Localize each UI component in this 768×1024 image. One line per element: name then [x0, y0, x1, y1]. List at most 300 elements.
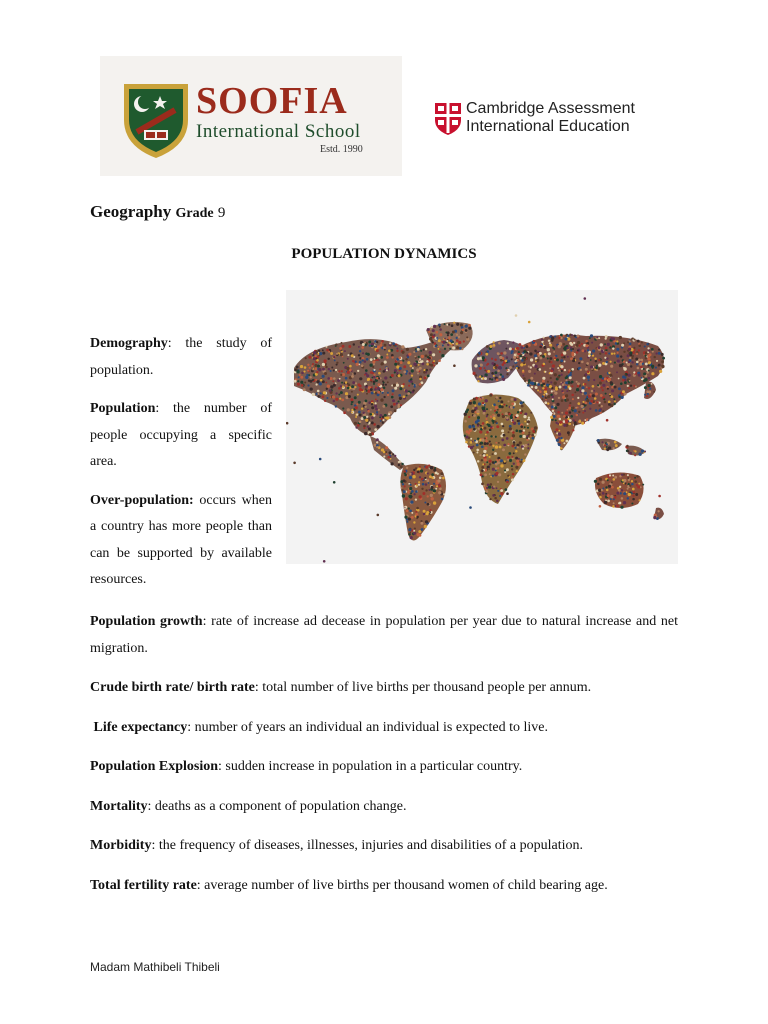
- crowd-person-dot: [377, 391, 380, 394]
- crowd-person-dot: [608, 485, 611, 488]
- crowd-person-dot: [307, 370, 309, 372]
- crowd-person-dot: [517, 463, 520, 466]
- crowd-person-dot: [492, 449, 494, 451]
- crowd-person-dot: [638, 349, 640, 351]
- crowd-person-dot: [591, 390, 594, 393]
- crowd-person-dot: [409, 487, 412, 490]
- crowd-person-dot: [384, 361, 387, 364]
- crowd-person-dot: [428, 331, 430, 333]
- crowd-person-dot: [298, 376, 300, 378]
- crowd-person-dot: [527, 447, 529, 449]
- crowd-person-dot: [433, 469, 436, 472]
- crowd-person-dot: [598, 359, 600, 361]
- crowd-person-dot: [594, 480, 597, 483]
- crowd-person-dot: [445, 332, 447, 334]
- crowd-person-dot: [501, 429, 504, 432]
- crowd-person-dot: [628, 348, 631, 351]
- crowd-person-dot: [382, 392, 384, 394]
- crowd-person-dot: [602, 377, 605, 380]
- crowd-person-dot: [627, 450, 629, 452]
- crowd-person-dot: [372, 360, 375, 363]
- crowd-person-dot: [608, 446, 611, 449]
- crowd-person-dot: [301, 384, 304, 387]
- crowd-person-dot: [563, 424, 566, 427]
- crowd-person-dot: [513, 463, 515, 465]
- crowd-person-dot: [500, 352, 503, 355]
- crowd-person-dot: [511, 350, 514, 353]
- crowd-person-dot: [515, 450, 517, 452]
- crowd-person-dot: [373, 369, 375, 371]
- crowd-person-dot: [365, 388, 367, 390]
- crowd-person-dot: [605, 335, 608, 338]
- crowd-person-dot: [484, 377, 487, 380]
- crowd-person-dot: [428, 489, 430, 491]
- crowd-person-dot: [473, 401, 476, 404]
- crowd-person-dot: [516, 429, 519, 432]
- crowd-person-dot: [625, 373, 627, 375]
- crowd-person-dot: [373, 363, 375, 365]
- crowd-person-dot: [545, 397, 547, 399]
- crowd-person-dot: [351, 403, 353, 405]
- crowd-person-dot: [438, 324, 441, 327]
- crowd-person-dot: [646, 343, 649, 346]
- crowd-person-dot: [351, 354, 354, 357]
- crowd-person-dot: [558, 397, 560, 399]
- crowd-person-dot: [569, 373, 572, 376]
- crowd-person-dot: [429, 475, 432, 478]
- crowd-person-dot: [596, 401, 598, 403]
- crowd-person-dot: [497, 352, 500, 355]
- crowd-person-dot: [426, 360, 428, 362]
- crowd-person-dot: [577, 382, 580, 385]
- crowd-person-dot: [554, 357, 556, 359]
- crowd-person-dot: [578, 344, 580, 346]
- crowd-person-dot: [528, 370, 531, 373]
- crowd-person-dot: [624, 376, 626, 378]
- crowd-person-dot: [345, 392, 348, 395]
- crowd-person-dot: [359, 377, 362, 380]
- crowd-person-dot: [547, 381, 549, 383]
- crowd-person-dot: [634, 477, 636, 479]
- grade-label: Grade: [175, 206, 214, 221]
- crowd-person-dot: [590, 365, 593, 368]
- crowd-person-dot: [577, 397, 579, 399]
- crowd-person-dot: [602, 441, 604, 443]
- crowd-person-dot: [533, 340, 535, 342]
- crowd-person-dot: [377, 425, 380, 428]
- crowd-person-dot: [439, 346, 441, 348]
- crowd-person-dot: [343, 362, 345, 364]
- stray-person-dot: [425, 483, 428, 486]
- crowd-person-dot: [569, 402, 571, 404]
- crowd-person-dot: [300, 365, 303, 368]
- crowd-person-dot: [647, 384, 650, 387]
- crowd-person-dot: [489, 429, 491, 431]
- crowd-person-dot: [564, 346, 567, 349]
- crowd-person-dot: [409, 473, 411, 475]
- crowd-person-dot: [599, 375, 602, 378]
- crowd-person-dot: [519, 409, 521, 411]
- crowd-person-dot: [558, 433, 561, 436]
- crowd-person-dot: [492, 414, 494, 416]
- crowd-person-dot: [556, 439, 559, 442]
- crowd-person-dot: [522, 375, 524, 377]
- crowd-person-dot: [646, 395, 648, 397]
- crowd-person-dot: [404, 485, 406, 487]
- crowd-person-dot: [378, 409, 380, 411]
- crowd-person-dot: [361, 417, 364, 420]
- crowd-person-dot: [327, 377, 330, 380]
- school-logo: [100, 56, 402, 176]
- crowd-person-dot: [392, 399, 395, 402]
- stray-person-dot: [515, 314, 518, 317]
- crowd-person-dot: [513, 356, 516, 359]
- crowd-person-dot: [449, 348, 451, 350]
- crowd-person-dot: [330, 377, 333, 380]
- crowd-person-dot: [494, 421, 497, 424]
- crowd-person-dot: [487, 466, 490, 469]
- crowd-person-dot: [401, 345, 404, 348]
- crowd-person-dot: [636, 363, 638, 365]
- crowd-person-dot: [596, 336, 598, 338]
- crowd-person-dot: [418, 495, 421, 498]
- crowd-person-dot: [480, 473, 483, 476]
- crowd-person-dot: [482, 463, 484, 465]
- crowd-person-dot: [358, 401, 361, 404]
- crowd-person-dot: [421, 488, 423, 490]
- crowd-person-dot: [411, 516, 414, 519]
- crowd-person-dot: [494, 497, 497, 500]
- crowd-person-dot: [570, 372, 572, 374]
- crowd-person-dot: [406, 348, 409, 351]
- crowd-person-dot: [354, 396, 357, 399]
- crowd-person-dot: [531, 386, 534, 389]
- crowd-person-dot: [529, 435, 531, 437]
- stray-person-dot: [416, 507, 419, 510]
- crowd-person-dot: [500, 489, 503, 492]
- grade-number: 9: [217, 205, 226, 221]
- crowd-person-dot: [392, 453, 394, 455]
- board-name-line1: Cambridge Assessment: [466, 100, 635, 117]
- crowd-person-dot: [335, 369, 337, 371]
- crowd-person-dot: [503, 434, 506, 437]
- crowd-person-dot: [507, 431, 509, 433]
- crowd-person-dot: [438, 360, 441, 363]
- crowd-person-dot: [651, 348, 654, 351]
- crowd-person-dot: [576, 414, 579, 417]
- crowd-person-dot: [351, 385, 354, 388]
- crowd-person-dot: [359, 350, 361, 352]
- crowd-person-dot: [466, 430, 469, 433]
- crowd-person-dot: [528, 379, 531, 382]
- crowd-person-dot: [612, 347, 614, 349]
- crowd-person-dot: [335, 405, 337, 407]
- crowd-person-dot: [648, 370, 650, 372]
- crowd-person-dot: [408, 353, 411, 356]
- crowd-person-dot: [495, 411, 498, 414]
- crowd-person-dot: [508, 452, 511, 455]
- crowd-person-dot: [442, 345, 444, 347]
- crowd-person-dot: [512, 473, 515, 476]
- crowd-person-dot: [318, 368, 321, 371]
- crowd-person-dot: [489, 378, 491, 380]
- crowd-person-dot: [606, 357, 608, 359]
- crowd-person-dot: [563, 356, 565, 358]
- crowd-person-dot: [560, 437, 562, 439]
- crowd-person-dot: [511, 369, 513, 371]
- crowd-person-dot: [613, 478, 616, 481]
- crowd-person-dot: [307, 364, 309, 366]
- crowd-person-dot: [497, 467, 499, 469]
- definition-crude-birth-rate: [90, 675, 678, 702]
- crowd-person-dot: [532, 430, 535, 433]
- crowd-person-dot: [401, 385, 403, 387]
- crowd-person-dot: [400, 361, 403, 364]
- crowd-person-dot: [495, 470, 497, 472]
- crowd-person-dot: [497, 409, 499, 411]
- crowd-person-dot: [413, 493, 415, 495]
- crowd-person-dot: [345, 377, 348, 380]
- crowd-person-dot: [316, 371, 318, 373]
- crowd-person-dot: [477, 357, 480, 360]
- crowd-person-dot: [413, 530, 415, 532]
- crowd-person-dot: [320, 379, 322, 381]
- crowd-person-dot: [401, 487, 403, 489]
- crowd-person-dot: [549, 342, 551, 344]
- crowd-person-dot: [385, 446, 388, 449]
- crowd-person-dot: [427, 375, 430, 378]
- crowd-person-dot: [599, 353, 601, 355]
- crowd-person-dot: [661, 360, 664, 363]
- crowd-person-dot: [593, 379, 595, 381]
- crowd-person-dot: [420, 520, 422, 522]
- stray-person-dot: [404, 474, 407, 477]
- crowd-person-dot: [382, 419, 384, 421]
- crowd-person-dot: [584, 392, 587, 395]
- crowd-person-dot: [484, 447, 487, 450]
- crowd-person-dot: [569, 404, 571, 406]
- crowd-person-dot: [539, 390, 542, 393]
- crowd-person-dot: [661, 353, 664, 356]
- crowd-person-dot: [619, 364, 622, 367]
- crowd-person-dot: [406, 521, 408, 523]
- crowd-person-dot: [513, 407, 515, 409]
- crowd-person-dot: [613, 496, 616, 499]
- crowd-person-dot: [413, 532, 416, 535]
- crowd-person-dot: [403, 490, 406, 493]
- crowd-person-dot: [572, 348, 574, 350]
- crowd-person-dot: [547, 358, 549, 360]
- crowd-person-dot: [566, 398, 569, 401]
- crowd-person-dot: [655, 352, 657, 354]
- crowd-person-dot: [504, 469, 506, 471]
- crowd-person-dot: [512, 419, 514, 421]
- definition-term: Life expectancy: [90, 719, 188, 735]
- crowd-person-dot: [572, 419, 574, 421]
- crowd-person-dot: [373, 374, 375, 376]
- crowd-person-dot: [473, 397, 476, 400]
- crowd-person-dot: [428, 482, 430, 484]
- crowd-person-dot: [484, 458, 487, 461]
- crowd-person-dot: [497, 481, 499, 483]
- crowd-person-dot: [378, 377, 380, 379]
- crowd-person-dot: [485, 353, 488, 356]
- crowd-person-dot: [347, 371, 350, 374]
- crowd-person-dot: [340, 353, 343, 356]
- crowd-person-dot: [548, 339, 550, 341]
- crowd-person-dot: [632, 495, 634, 497]
- crowd-person-dot: [355, 416, 357, 418]
- crowd-person-dot: [363, 412, 365, 414]
- crowd-person-dot: [392, 389, 395, 392]
- crowd-person-dot: [511, 478, 514, 481]
- crowd-person-dot: [568, 422, 571, 425]
- crowd-person-dot: [522, 448, 524, 450]
- crowd-person-dot: [310, 376, 312, 378]
- page-title: POPULATION DYNAMICS: [291, 246, 477, 262]
- crowd-person-dot: [595, 366, 598, 369]
- crowd-person-dot: [410, 500, 413, 503]
- crowd-person-dot: [534, 373, 536, 375]
- crowd-person-dot: [607, 479, 609, 481]
- crowd-person-dot: [563, 415, 566, 418]
- crowd-person-dot: [487, 484, 490, 487]
- crowd-person-dot: [439, 351, 441, 353]
- crowd-person-dot: [567, 431, 570, 434]
- crowd-person-dot: [486, 461, 488, 463]
- crowd-person-dot: [338, 370, 340, 372]
- crowd-person-dot: [638, 453, 641, 456]
- crowd-person-dot: [582, 393, 584, 395]
- definition-text: : the frequency of diseases, illnesses, injuries and disabilities of a population.: [151, 838, 584, 853]
- crowd-person-dot: [598, 346, 601, 349]
- crowd-person-dot: [519, 441, 522, 444]
- crowd-person-dot: [367, 426, 369, 428]
- crowd-person-dot: [594, 357, 596, 359]
- crowd-person-dot: [620, 506, 623, 509]
- crowd-person-dot: [608, 372, 610, 374]
- crowd-person-dot: [412, 475, 415, 478]
- crowd-person-dot: [642, 484, 644, 486]
- crowd-person-dot: [571, 368, 574, 371]
- crowd-person-dot: [328, 368, 330, 370]
- crowd-person-dot: [487, 370, 490, 373]
- crowd-person-dot: [643, 368, 645, 370]
- crowd-person-dot: [565, 376, 568, 379]
- crowd-person-dot: [379, 368, 381, 370]
- crowd-person-dot: [632, 498, 635, 501]
- crowd-person-dot: [389, 451, 392, 454]
- crowd-person-dot: [489, 345, 492, 348]
- crowd-person-dot: [468, 327, 471, 330]
- crowd-person-dot: [333, 377, 336, 380]
- school-subtitle: International School: [196, 121, 361, 142]
- crowd-person-dot: [559, 418, 562, 421]
- crowd-person-dot: [550, 361, 552, 363]
- crowd-person-dot: [563, 335, 565, 337]
- crowd-person-dot: [507, 475, 509, 477]
- crowd-person-dot: [478, 428, 480, 430]
- crowd-person-dot: [560, 334, 563, 337]
- crowd-person-dot: [631, 483, 633, 485]
- crowd-person-dot: [396, 372, 398, 374]
- crowd-person-dot: [567, 409, 569, 411]
- crowd-person-dot: [614, 400, 616, 402]
- crowd-person-dot: [419, 476, 421, 478]
- crowd-person-dot: [427, 328, 430, 331]
- crowd-person-dot: [482, 396, 484, 398]
- crowd-person-dot: [493, 344, 495, 346]
- crowd-person-dot: [544, 401, 547, 404]
- crowd-person-dot: [376, 446, 378, 448]
- crowd-person-dot: [359, 388, 362, 391]
- crowd-person-dot: [592, 385, 595, 388]
- crowd-person-dot: [553, 348, 555, 350]
- crowd-person-dot: [558, 430, 560, 432]
- crowd-person-dot: [412, 367, 414, 369]
- crowd-person-dot: [609, 346, 611, 348]
- crowd-person-dot: [404, 515, 407, 518]
- crowd-person-dot: [392, 342, 395, 345]
- definition-term: Mortality: [90, 798, 148, 814]
- crowd-person-dot: [611, 389, 614, 392]
- crowd-person-dot: [427, 511, 429, 513]
- crowd-person-dot: [641, 359, 644, 362]
- crowd-person-dot: [416, 516, 419, 519]
- crowd-person-dot: [597, 384, 599, 386]
- crowd-person-dot: [296, 370, 299, 373]
- crowd-person-dot: [333, 384, 336, 387]
- crowd-person-dot: [501, 404, 503, 406]
- crowd-person-dot: [317, 393, 319, 395]
- crowd-person-dot: [609, 395, 611, 397]
- crowd-person-dot: [390, 405, 393, 408]
- crowd-person-dot: [569, 419, 572, 422]
- crowd-person-dot: [347, 387, 350, 390]
- crowd-person-dot: [583, 377, 586, 380]
- crowd-person-dot: [489, 440, 491, 442]
- crowd-person-dot: [494, 452, 497, 455]
- crowd-person-dot: [483, 450, 486, 453]
- crowd-person-dot: [444, 323, 446, 325]
- crowd-person-dot: [610, 498, 612, 500]
- crowd-person-dot: [411, 374, 413, 376]
- crowd-person-dot: [547, 402, 549, 404]
- crowd-person-dot: [331, 367, 333, 369]
- crowd-person-dot: [553, 351, 555, 353]
- subject-line: [90, 202, 225, 222]
- crowd-person-dot: [425, 369, 428, 372]
- crowd-person-dot: [627, 497, 629, 499]
- crowd-person-dot: [517, 356, 519, 358]
- crowd-person-dot: [312, 379, 314, 381]
- crowd-person-dot: [394, 371, 396, 373]
- crowd-person-dot: [513, 444, 515, 446]
- crowd-person-dot: [371, 406, 374, 409]
- crowd-person-dot: [607, 500, 610, 503]
- crowd-person-dot: [398, 464, 400, 466]
- crowd-person-dot: [413, 362, 416, 365]
- crowd-person-dot: [472, 425, 475, 428]
- crowd-person-dot: [507, 400, 509, 402]
- crowd-person-dot: [497, 370, 500, 373]
- crowd-person-dot: [384, 349, 386, 351]
- crowd-person-dot: [512, 341, 514, 343]
- crowd-person-dot: [459, 347, 462, 350]
- crowd-person-dot: [493, 375, 495, 377]
- crowd-person-dot: [475, 420, 478, 423]
- crowd-person-dot: [406, 510, 409, 513]
